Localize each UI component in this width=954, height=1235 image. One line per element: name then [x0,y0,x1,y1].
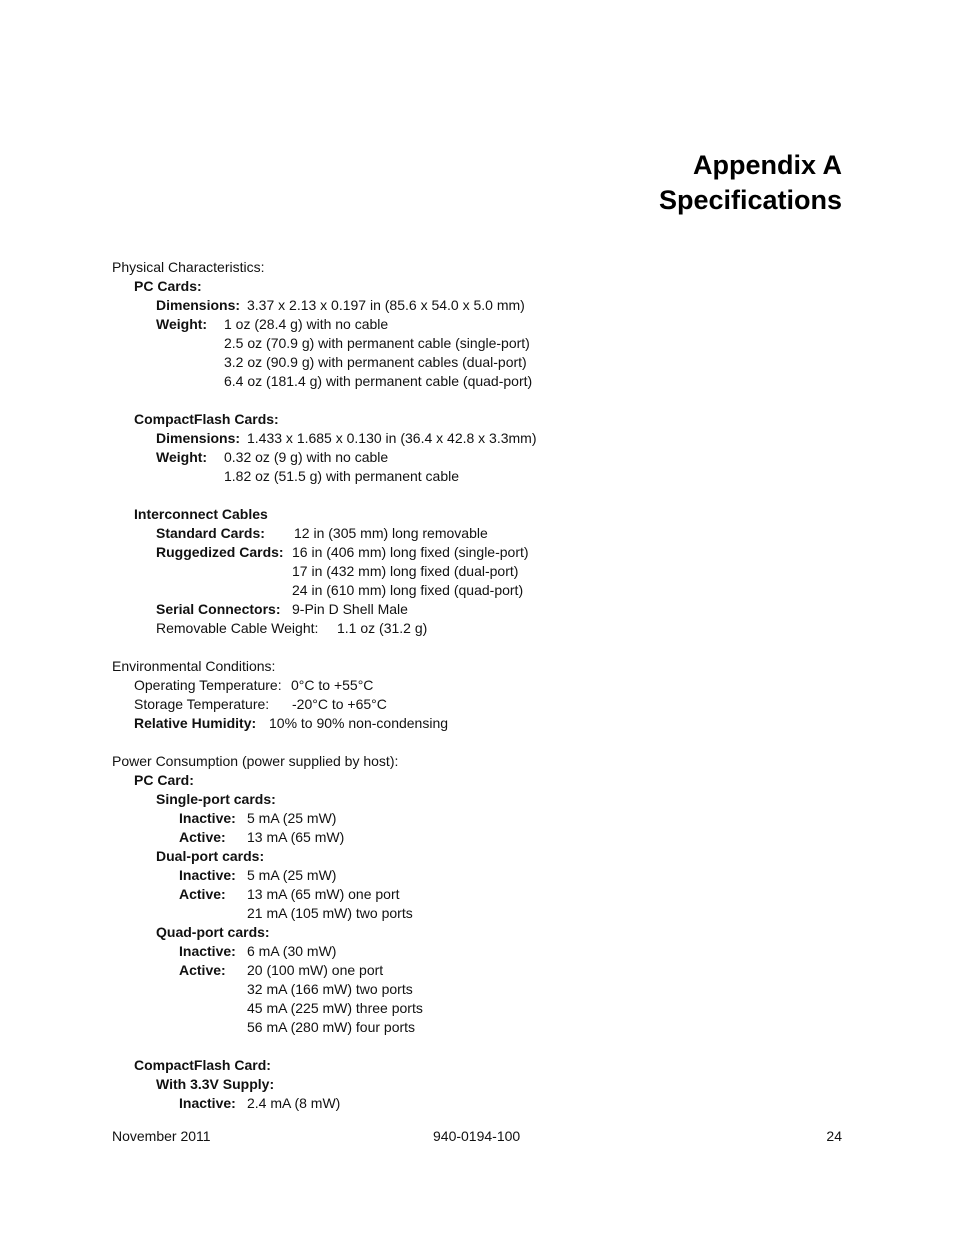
operating-temp-row [112,676,872,695]
cf-dimensions-label: Dimensions: [156,430,241,446]
single-inactive-value: 5 mA (25 mW) [247,810,337,826]
cf-weight-label: Weight: [156,449,208,465]
quad-active-value: 45 mA (225 mW) three ports [247,1000,423,1016]
footer-page-number: 24 [826,1128,842,1144]
serial-connectors-row [112,600,872,619]
cf-dimensions-value: 1.433 x 1.685 x 0.130 in (36.4 x 42.8 x 3.3mm) [247,430,537,446]
single-active-value: 13 mA (65 mW) [247,829,345,845]
pc-cards-label: PC Cards: [134,278,202,294]
dual-inactive-value: 5 mA (25 mW) [247,867,337,883]
operating-temp-label: Operating Temperature: [134,677,282,693]
cf-weight-row [112,448,872,467]
cf-inactive-value: 2.4 mA (8 mW) [247,1095,341,1111]
storage-temp-value: -20°C to +65°C [292,696,387,712]
environment-heading: Environmental Conditions: [112,658,276,674]
spec-content [112,258,872,1113]
serial-connectors-value: 9-Pin D Shell Male [292,601,408,617]
ruggedized-cards-label: Ruggedized Cards: [156,544,284,560]
ruggedized-cards-value: 16 in (406 mm) long fixed (single-port) [292,544,529,560]
page-title [659,148,842,218]
ruggedized-cards-value: 17 in (432 mm) long fixed (dual-port) [292,563,519,579]
cf-card-power-label: CompactFlash Card: [134,1057,271,1073]
removable-cable-label: Removable Cable Weight: [156,620,319,636]
standard-cards-label: Standard Cards: [156,525,265,541]
footer-date: November 2011 [112,1128,211,1144]
pc-card-power-label: PC Card: [134,772,194,788]
interconnect-cables-label: Interconnect Cables [134,506,268,522]
pc-dimensions-label: Dimensions: [156,297,241,313]
storage-temp-label: Storage Temperature: [134,696,270,712]
quad-active-label: Active: [179,962,226,978]
pc-weight-label: Weight: [156,316,208,332]
title-appendix: Appendix A [692,150,842,180]
dual-inactive-label: Inactive: [179,867,236,883]
dual-active-label: Active: [179,886,226,902]
pc-weight-value: 6.4 oz (181.4 g) with permanent cable (quad-port) [224,373,533,389]
quad-active-value: 32 mA (166 mW) two ports [247,981,413,997]
pc-weight-value: 1 oz (28.4 g) with no cable [224,316,389,332]
humidity-row [112,714,872,733]
quad-inactive-row [112,942,872,961]
power-heading: Power Consumption (power supplied by host): [112,753,399,769]
cf-weight-value: 1.82 oz (51.5 g) with permanent cable [224,468,460,484]
removable-cable-row [112,619,872,638]
standard-cards-value: 12 in (305 mm) long removable [294,525,488,541]
cf-dimensions-row [112,429,872,448]
quad-inactive-label: Inactive: [179,943,236,959]
dual-active-row [112,885,872,904]
storage-temp-row [112,695,872,714]
title-specifications: Specifications [658,185,842,215]
cf-weight-value: 0.32 oz (9 g) with no cable [224,449,389,465]
dual-inactive-row [112,866,872,885]
humidity-value: 10% to 90% non-condensing [269,715,449,731]
pc-dimensions-value: 3.37 x 2.13 x 0.197 in (85.6 x 54.0 x 5.0 mm) [247,297,525,313]
single-active-label: Active: [179,829,226,845]
physical-heading: Physical Characteristics: [112,259,265,275]
quad-inactive-value: 6 mA (30 mW) [247,943,337,959]
single-inactive-label: Inactive: [179,810,236,826]
page-footer [112,1126,842,1146]
quad-active-value: 20 (100 mW) one port [247,962,384,978]
humidity-label: Relative Humidity: [134,715,257,731]
quad-active-value: 56 mA (280 mW) four ports [247,1019,416,1035]
dual-active-value: 13 mA (65 mW) one port [247,886,400,902]
operating-temp-value: 0°C to +55°C [291,677,374,693]
cf-inactive-label: Inactive: [179,1095,236,1111]
cf-supply-label: With 3.3V Supply: [156,1076,275,1092]
pc-weight-row [112,315,872,334]
single-active-row [112,828,872,847]
pc-dimensions-row [112,296,872,315]
footer-doc-number: 940-0194-100 [433,1128,521,1144]
pc-weight-value: 3.2 oz (90.9 g) with permanent cables (dual-port) [224,354,527,370]
ruggedized-cards-row [112,543,872,562]
removable-cable-value: 1.1 oz (31.2 g) [337,620,428,636]
dual-port-label: Dual-port cards: [156,848,265,864]
single-port-label: Single-port cards: [156,791,276,807]
pc-weight-value: 2.5 oz (70.9 g) with permanent cable (single-port) [224,335,530,351]
single-inactive-row [112,809,872,828]
standard-cards-row [112,524,872,543]
serial-connectors-label: Serial Connectors: [156,601,281,617]
ruggedized-cards-value: 24 in (610 mm) long fixed (quad-port) [292,582,524,598]
cf-inactive-row [112,1094,872,1113]
quad-port-label: Quad-port cards: [156,924,270,940]
cf-cards-label: CompactFlash Cards: [134,411,279,427]
quad-active-row [112,961,872,980]
dual-active-value: 21 mA (105 mW) two ports [247,905,413,921]
